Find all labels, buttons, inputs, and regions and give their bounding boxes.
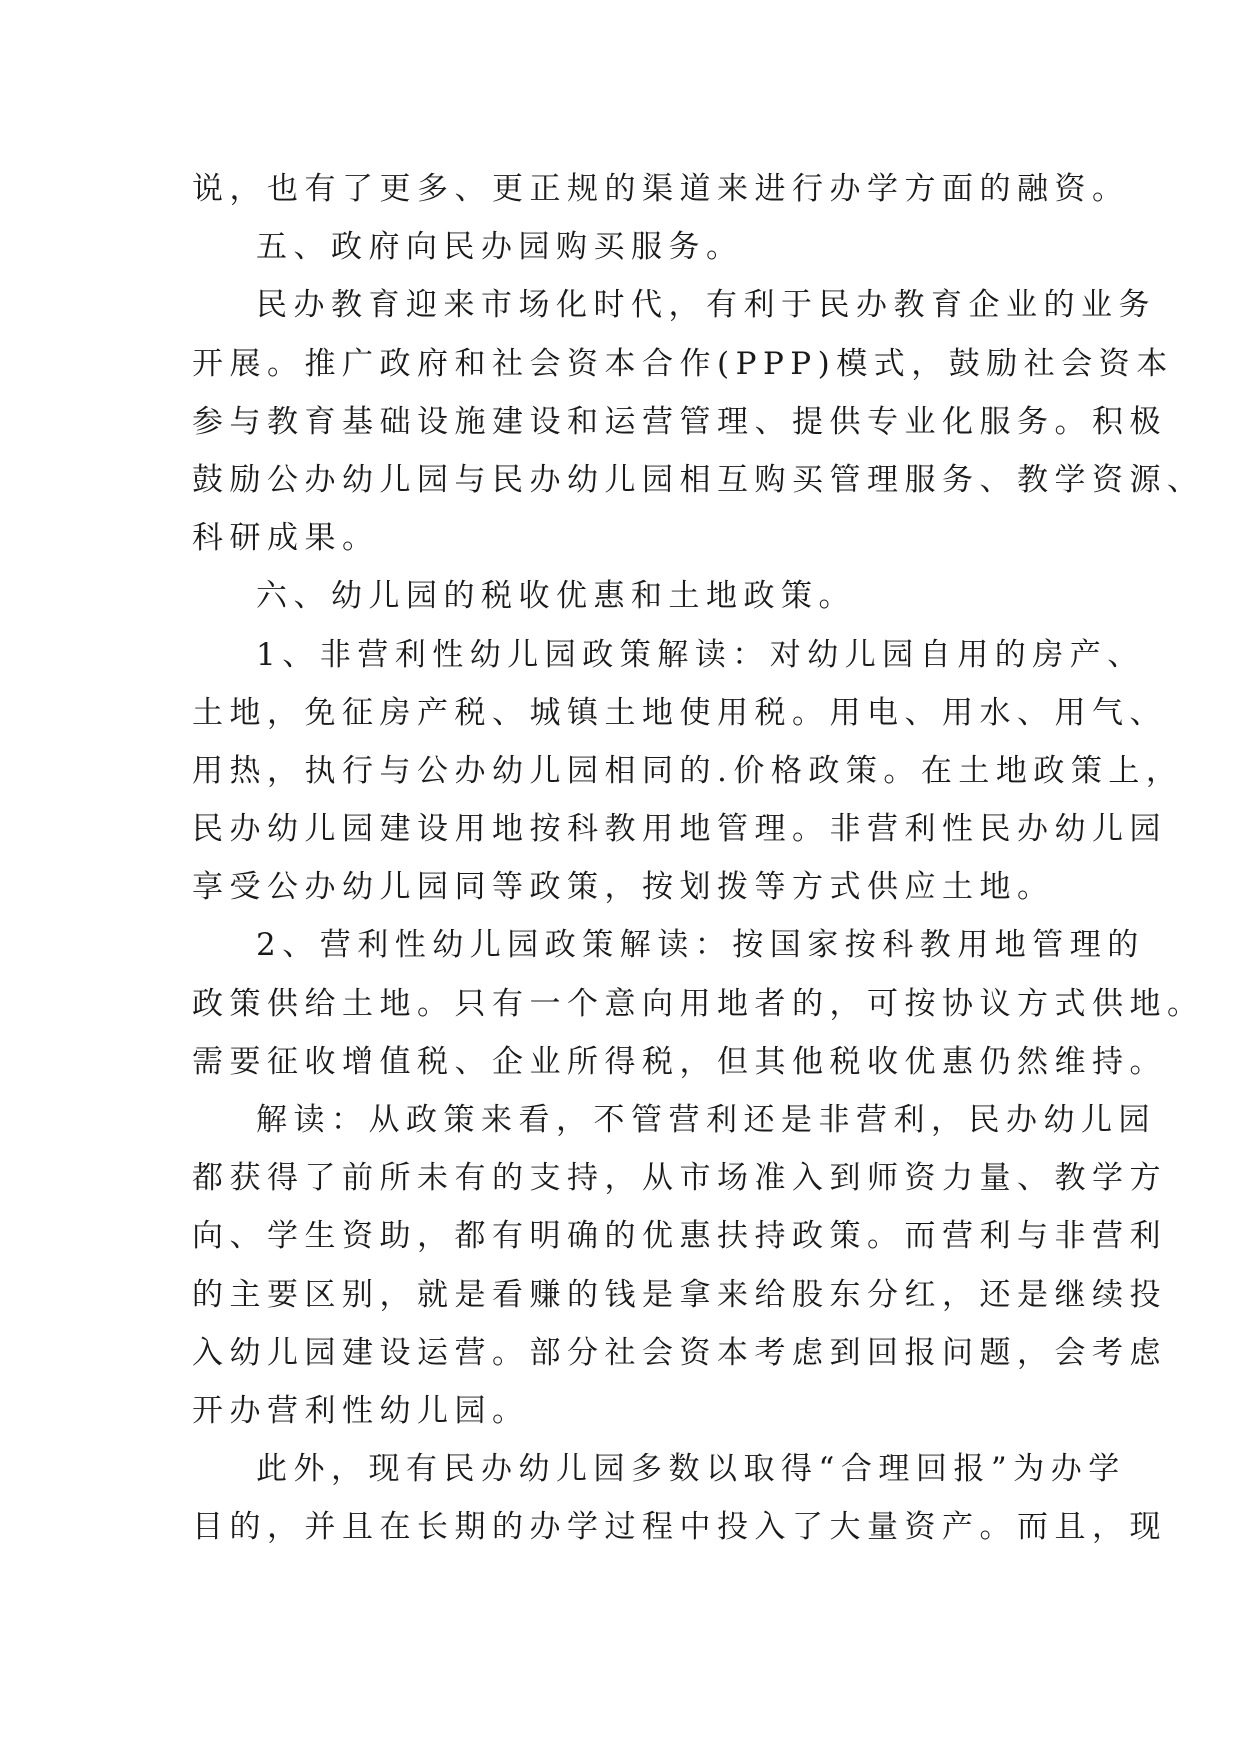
text-line: 享受公办幼儿园同等政策，按划拨等方式供应土地。 (192, 869, 1055, 906)
text-line: 鼓励公办幼儿园与民办幼儿园相互购买管理服务、教学资源、 (192, 461, 1205, 498)
text-line: 2、营利性幼儿园政策解读：按国家按科教用地管理的 (256, 927, 1145, 964)
section-heading-6: 六、幼儿园的税收优惠和土地政策。 (256, 578, 856, 615)
text-line: 目的，并且在长期的办学过程中投入了大量资产。而且，现 (192, 1509, 1167, 1546)
text-line: 入幼儿园建设运营。部分社会资本考虑到回报问题，会考虑 (192, 1334, 1167, 1371)
text-line: 都获得了前所未有的支持，从市场准入到师资力量、教学方 (192, 1160, 1167, 1197)
text-line: 开展。推广政府和社会资本合作(PPP)模式，鼓励社会资本 (192, 345, 1174, 382)
text-line: 用热，执行与公办幼儿园相同的.价格政策。在土地政策上， (192, 752, 1184, 789)
text-line: 民办教育迎来市场化时代，有利于民办教育企业的业务 (256, 287, 1156, 324)
text-line: 科研成果。 (192, 520, 380, 557)
body-text (192, 160, 1205, 1557)
text-line: 参与教育基础设施建设和运营管理、提供专业化服务。积极 (192, 403, 1167, 440)
text-line: 开办营利性幼儿园。 (192, 1392, 530, 1429)
text-line: 需要征收增值税、企业所得税，但其他税收优惠仍然维持。 (192, 1043, 1167, 1080)
text-line: 说，也有了更多、更正规的渠道来进行办学方面的融资。 (192, 171, 1130, 207)
text-line: 政策供给土地。只有一个意向用地者的，可按协议方式供地。 (192, 985, 1205, 1022)
text-line: 的主要区别，就是看赚的钱是拿来给股东分红，还是继续投 (192, 1276, 1167, 1313)
text-line: 1、非营利性幼儿园政策解读：对幼儿园自用的房产、 (256, 636, 1145, 673)
text-line: 向、学生资助，都有明确的优惠扶持政策。而营利与非营利 (192, 1218, 1167, 1255)
text-line: 此外，现有民办幼儿园多数以取得“合理回报”为办学 (256, 1451, 1126, 1488)
text-line: 解读：从政策来看，不管营利还是非营利，民办幼儿园 (256, 1102, 1156, 1138)
section-heading-5: 五、政府向民办园购买服务。 (256, 229, 744, 266)
text-line: 土地，免征房产税、城镇土地使用税。用电、用水、用气、 (192, 694, 1167, 731)
text-line: 民办幼儿园建设用地按科教用地管理。非营利性民办幼儿园 (192, 811, 1167, 848)
